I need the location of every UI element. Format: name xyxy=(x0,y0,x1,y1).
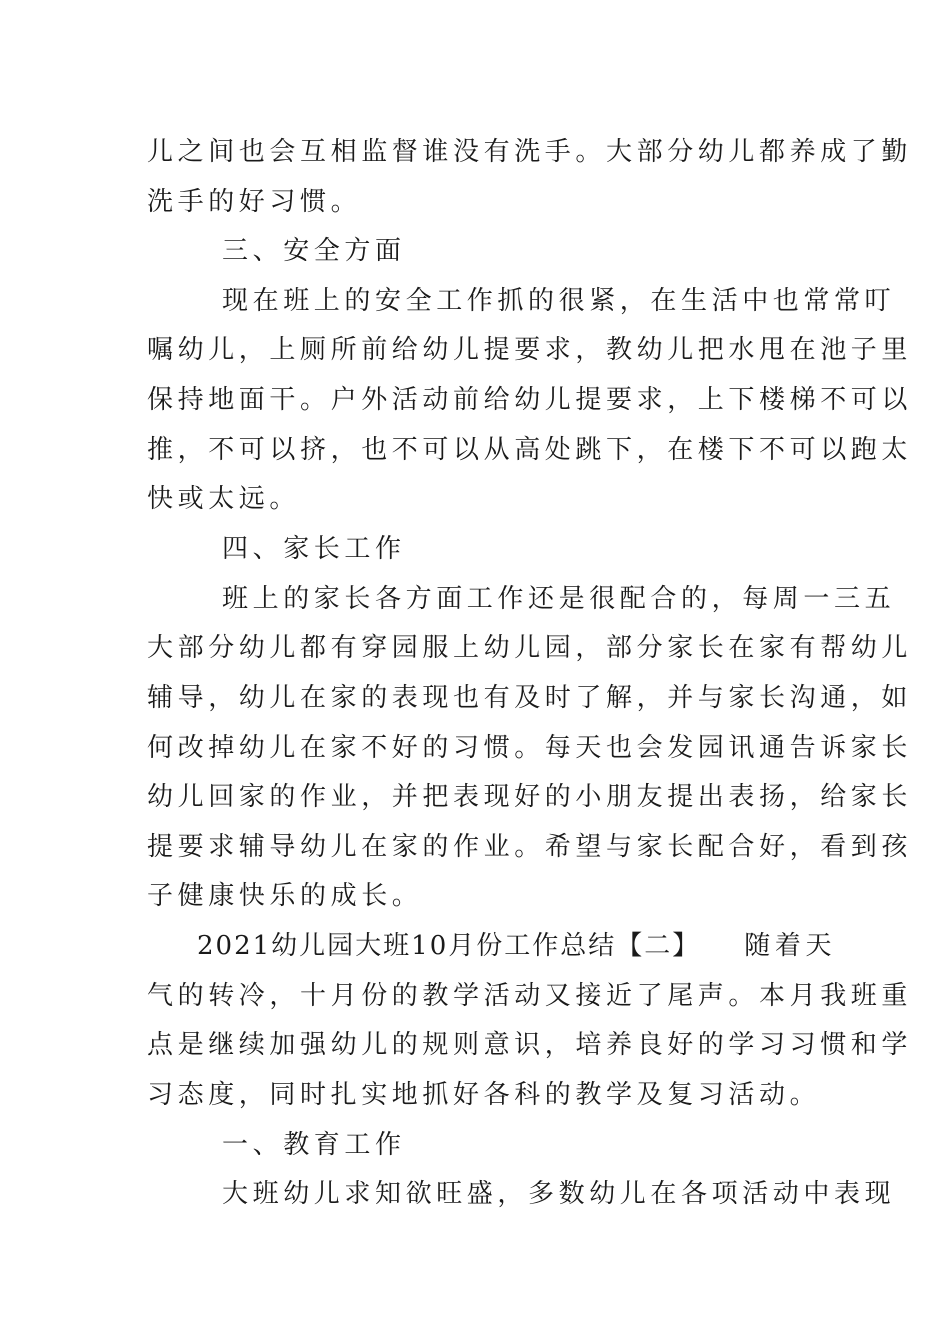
text-line: 点是继续加强幼儿的规则意识，培养良好的学习习惯和学 xyxy=(147,1030,913,1060)
text-line: 辅导，幼儿在家的表现也有及时了解，并与家长沟通，如 xyxy=(147,683,913,713)
section-heading: 四、家长工作 xyxy=(222,534,406,564)
text-line: 保持地面干。户外活动前给幼儿提要求，上下楼梯不可以 xyxy=(147,385,913,415)
text-line: 现在班上的安全工作抓的很紧，在生活中也常常叮 xyxy=(222,286,896,316)
section-heading: 一、教育工作 xyxy=(222,1130,406,1160)
summary-title: 2021幼儿园大班10月份工作总结【二】 xyxy=(197,931,701,961)
text-line: 班上的家长各方面工作还是很配合的，每周一三五 xyxy=(222,584,896,614)
text-line: 子健康快乐的成长。 xyxy=(147,881,423,911)
text-line: 何改掉幼儿在家不好的习惯。每天也会发园讯通告诉家长 xyxy=(147,733,913,763)
text-line: 大班幼儿求知欲旺盛，多数幼儿在各项活动中表现 xyxy=(222,1179,896,1209)
text-line: 提要求辅导幼儿在家的作业。希望与家长配合好，看到孩 xyxy=(147,832,913,862)
summary-title-line xyxy=(197,931,836,961)
text-line: 儿之间也会互相监督谁没有洗手。大部分幼儿都养成了勤 xyxy=(147,137,913,167)
text-line: 大部分幼儿都有穿园服上幼儿园，部分家长在家有帮幼儿 xyxy=(147,633,913,663)
text-line: 嘱幼儿，上厕所前给幼儿提要求，教幼儿把水甩在池子里 xyxy=(147,335,913,365)
text-line: 气的转冷，十月份的教学活动又接近了尾声。本月我班重 xyxy=(147,981,913,1011)
text-line: 洗手的好习惯。 xyxy=(147,187,362,217)
text-line: 推，不可以挤，也不可以从高处跳下，在楼下不可以跑太 xyxy=(147,435,913,465)
text-line: 习态度，同时扎实地抓好各科的教学及复习活动。 xyxy=(147,1080,821,1110)
text-fragment: 随着天 xyxy=(744,931,837,961)
text-line: 幼儿回家的作业，并把表现好的小朋友提出表扬，给家长 xyxy=(147,782,913,812)
text-line: 快或太远。 xyxy=(147,484,301,514)
section-heading: 三、安全方面 xyxy=(222,236,406,266)
